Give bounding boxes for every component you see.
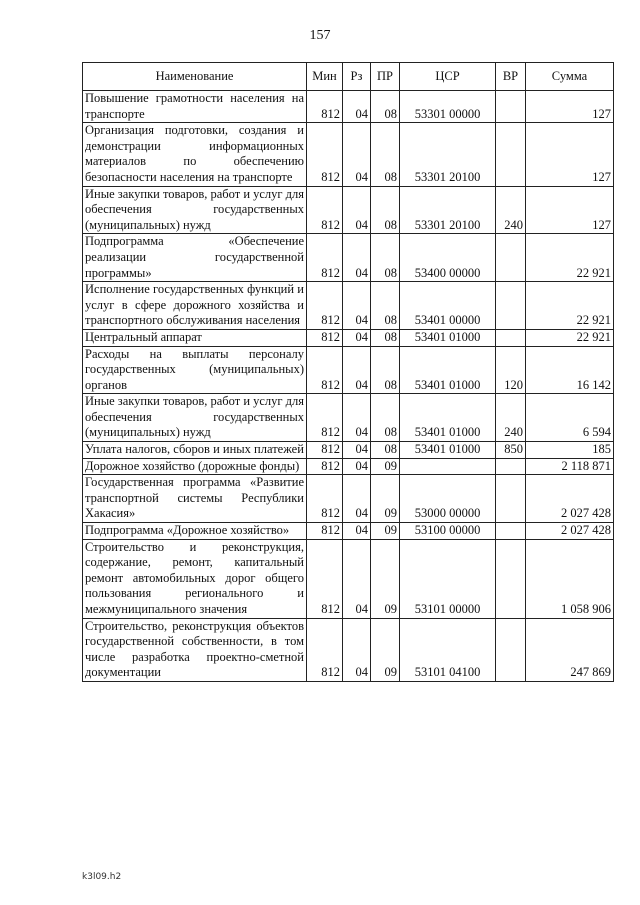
cell-name: Иные закупки товаров, работ и услуг для обеспечения государственных (муниципальных) нужд (83, 394, 307, 442)
cell-csr: 53400 00000 (400, 234, 496, 282)
cell-pr: 09 (371, 475, 400, 523)
header-vr: ВР (496, 63, 526, 91)
table-row (83, 475, 614, 523)
cell-min: 812 (307, 475, 343, 523)
cell-csr: 53100 00000 (400, 523, 496, 540)
cell-rz: 04 (343, 123, 371, 186)
cell-rz: 04 (343, 329, 371, 346)
cell-name: Строительство и реконструкция, содержание, ремонт, капитальный ремонт автомобильных дорог общего пользования регионального и межмуниципального значения (83, 539, 307, 618)
cell-pr: 08 (371, 442, 400, 459)
cell-csr: 53401 01000 (400, 442, 496, 459)
cell-pr: 09 (371, 539, 400, 618)
cell-min: 812 (307, 329, 343, 346)
cell-rz: 04 (343, 458, 371, 475)
cell-csr: 53101 00000 (400, 539, 496, 618)
cell-vr (496, 234, 526, 282)
cell-sum: 2 027 428 (526, 475, 614, 523)
cell-sum: 22 921 (526, 282, 614, 330)
cell-sum: 2 027 428 (526, 523, 614, 540)
table-row (83, 234, 614, 282)
cell-pr: 09 (371, 458, 400, 475)
cell-min: 812 (307, 442, 343, 459)
cell-min: 812 (307, 539, 343, 618)
cell-rz: 04 (343, 539, 371, 618)
cell-rz: 04 (343, 523, 371, 540)
cell-csr: 53401 00000 (400, 282, 496, 330)
cell-sum: 22 921 (526, 329, 614, 346)
cell-pr: 09 (371, 618, 400, 681)
cell-sum: 127 (526, 123, 614, 186)
cell-name: Дорожное хозяйство (дорожные фонды) (83, 458, 307, 475)
cell-pr: 08 (371, 329, 400, 346)
cell-min: 812 (307, 346, 343, 394)
cell-name: Расходы на выплаты персоналу государственных (муниципальных) органов (83, 346, 307, 394)
cell-vr (496, 458, 526, 475)
cell-sum: 185 (526, 442, 614, 459)
table-row (83, 618, 614, 681)
cell-pr: 08 (371, 91, 400, 123)
cell-vr: 240 (496, 394, 526, 442)
cell-name: Центральный аппарат (83, 329, 307, 346)
cell-name: Строительство, реконструкция объектов государственной собственности, в том числе разработка проектно-сметной документации (83, 618, 307, 681)
header-rz: Рз (343, 63, 371, 91)
cell-pr: 08 (371, 123, 400, 186)
table-row (83, 346, 614, 394)
cell-vr (496, 523, 526, 540)
cell-sum: 127 (526, 186, 614, 234)
cell-csr: 53401 01000 (400, 346, 496, 394)
table-row (83, 91, 614, 123)
table-row (83, 186, 614, 234)
cell-rz: 04 (343, 234, 371, 282)
cell-vr (496, 539, 526, 618)
cell-csr: 53301 00000 (400, 91, 496, 123)
cell-pr: 08 (371, 282, 400, 330)
cell-vr (496, 329, 526, 346)
table-row (83, 282, 614, 330)
cell-min: 812 (307, 123, 343, 186)
page-number: 157 (309, 28, 331, 43)
cell-rz: 04 (343, 618, 371, 681)
table-body (83, 91, 614, 682)
cell-rz: 04 (343, 282, 371, 330)
cell-pr: 08 (371, 346, 400, 394)
cell-rz: 04 (343, 91, 371, 123)
cell-min: 812 (307, 618, 343, 681)
cell-name: Уплата налогов, сборов и иных платежей (83, 442, 307, 459)
cell-rz: 04 (343, 346, 371, 394)
cell-name: Государственная программа «Развитие транспортной системы Республики Хакасия» (83, 475, 307, 523)
cell-csr: 53101 04100 (400, 618, 496, 681)
table-row (83, 394, 614, 442)
cell-csr (400, 458, 496, 475)
cell-min: 812 (307, 186, 343, 234)
header-pr: ПР (371, 63, 400, 91)
table-row (83, 539, 614, 618)
cell-min: 812 (307, 458, 343, 475)
header-sum: Сумма (526, 63, 614, 91)
cell-rz: 04 (343, 186, 371, 234)
cell-rz: 04 (343, 394, 371, 442)
header-name: Наименование (83, 63, 307, 91)
cell-csr: 53401 01000 (400, 329, 496, 346)
table-row (83, 458, 614, 475)
cell-pr: 08 (371, 394, 400, 442)
cell-sum: 1 058 906 (526, 539, 614, 618)
header-min: Мин (307, 63, 343, 91)
cell-csr: 53000 00000 (400, 475, 496, 523)
cell-sum: 22 921 (526, 234, 614, 282)
cell-rz: 04 (343, 442, 371, 459)
cell-pr: 08 (371, 234, 400, 282)
cell-vr (496, 282, 526, 330)
cell-vr (496, 475, 526, 523)
table-row (83, 123, 614, 186)
cell-pr: 09 (371, 523, 400, 540)
cell-sum: 2 118 871 (526, 458, 614, 475)
cell-name: Подпрограмма «Дорожное хозяйство» (83, 523, 307, 540)
cell-min: 812 (307, 394, 343, 442)
cell-name: Исполнение государственных функций и услуг в сфере дорожного хозяйства и транспортного обслуживания населения (83, 282, 307, 330)
cell-pr: 08 (371, 186, 400, 234)
cell-name: Подпрограмма «Обеспечение реализации государственной программы» (83, 234, 307, 282)
cell-min: 812 (307, 234, 343, 282)
cell-min: 812 (307, 282, 343, 330)
cell-vr: 120 (496, 346, 526, 394)
cell-name: Повышение грамотности населения на транспорте (83, 91, 307, 123)
cell-rz: 04 (343, 475, 371, 523)
table-row (83, 523, 614, 540)
cell-name: Организация подготовки, создания и демонстрации информационных материалов по обеспечению безопасности населения на транспорте (83, 123, 307, 186)
cell-sum: 6 594 (526, 394, 614, 442)
table-row (83, 442, 614, 459)
cell-vr (496, 618, 526, 681)
cell-csr: 53301 20100 (400, 123, 496, 186)
cell-vr (496, 91, 526, 123)
table-header-row (83, 63, 614, 91)
cell-sum: 16 142 (526, 346, 614, 394)
header-csr: ЦСР (400, 63, 496, 91)
table-row (83, 329, 614, 346)
cell-csr: 53301 20100 (400, 186, 496, 234)
budget-table (82, 62, 614, 682)
cell-min: 812 (307, 91, 343, 123)
cell-vr: 240 (496, 186, 526, 234)
cell-min: 812 (307, 523, 343, 540)
cell-vr (496, 123, 526, 186)
cell-csr: 53401 01000 (400, 394, 496, 442)
cell-vr: 850 (496, 442, 526, 459)
cell-sum: 247 869 (526, 618, 614, 681)
cell-sum: 127 (526, 91, 614, 123)
cell-name: Иные закупки товаров, работ и услуг для обеспечения государственных (муниципальных) нужд (83, 186, 307, 234)
footer-code: k3l09.h2 (82, 872, 122, 882)
